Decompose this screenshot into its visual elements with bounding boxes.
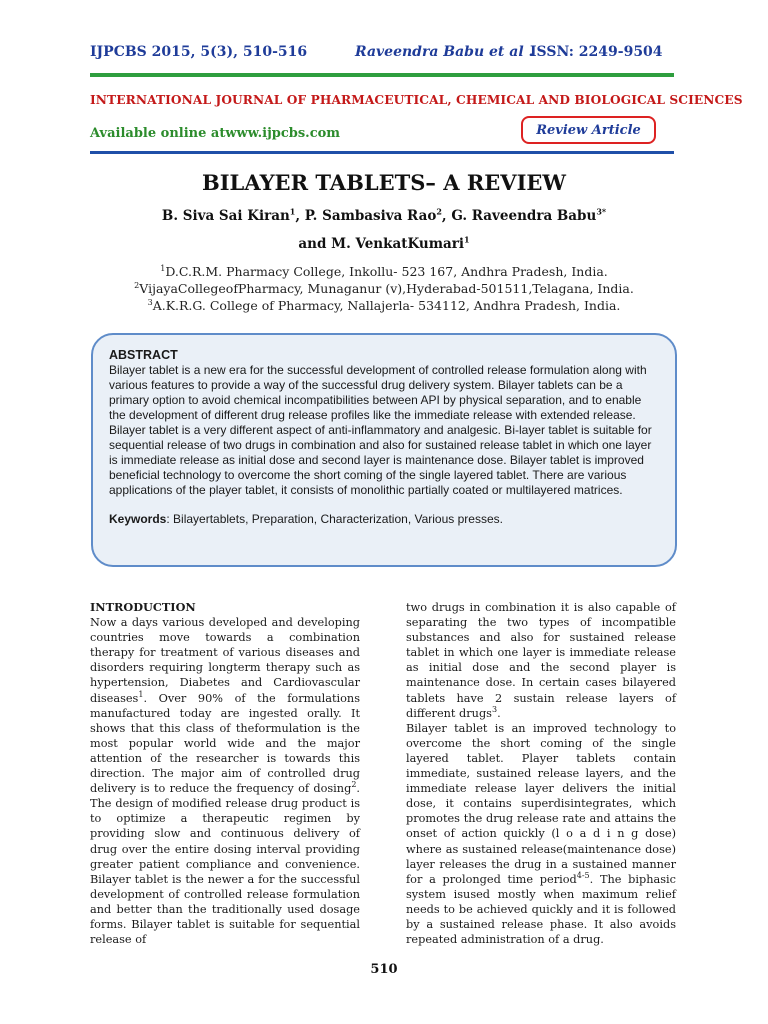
citation-ref: 1 bbox=[138, 689, 144, 699]
affiliation-text: D.C.R.M. Pharmacy College, Inkollu- 523 167, Andhra Pradesh, India. bbox=[165, 264, 608, 279]
body-column-left bbox=[90, 600, 360, 947]
journal-name: INTERNATIONAL JOURNAL OF PHARMACEUTICAL, CHEMICAL AND BIOLOGICAL SCIENCES bbox=[90, 93, 743, 107]
affiliation-text: VijayaCollegeofPharmacy, Munaganur (v),Hyderabad-501511,Telagana, India. bbox=[139, 281, 634, 296]
affiliation-superscript: 3 bbox=[147, 297, 153, 307]
section-heading-introduction: INTRODUCTION bbox=[90, 600, 196, 614]
paragraph-text: . Over 90% of the formulations manufactured today are ingested orally. It shows that this class of theformulation is the most popular world wide and the major attention of the researcher is towards this direction. The major aim of controlled drug delivery is to reduce the frequency of dosing bbox=[90, 691, 360, 796]
affiliation-1 bbox=[0, 263, 768, 280]
author-superscript: 3* bbox=[596, 206, 607, 217]
page-number: 510 bbox=[370, 962, 398, 977]
citation-ref: 3 bbox=[491, 704, 498, 714]
paper-title: BILAYER TABLETS– A REVIEW bbox=[201, 170, 566, 195]
author-line-1: B. Siva Sai Kiran$^1$, P. Sambasiva Rao$^2$, G. Raveendra Babu$^{3*}$ bbox=[161, 206, 607, 224]
citation-ref: 4-5 bbox=[576, 870, 590, 880]
abstract-box bbox=[91, 333, 677, 567]
header-issn: ISSN: 2249-9504 bbox=[530, 44, 663, 60]
article-type-label: Review Article bbox=[536, 122, 641, 138]
citation-ref: 2 bbox=[351, 780, 357, 790]
header-divider-blue bbox=[90, 151, 674, 154]
author-name: B. Siva Sai Kiran bbox=[161, 208, 290, 224]
affiliation-3 bbox=[0, 297, 768, 314]
abstract-text: Bilayer tablet is a new era for the successful development of controlled release formulation along with various features to provide a way of the successful drug delivery system. Bilayer tablets can be a primary option to avoid chemical incompatibilities between API by physical separation, and to enable the development of different drug release profiles like the immediate release with extended release. Bilayer tablet is a very different aspect of anti-inflammatory and analgesic. Bi-layer tablet is suitable for sequential release of two drugs in combination and also for sustained release tablet in which one layer is immediate release as initial dose and second layer is maintenance dose. Bilayer tablet is improved beneficial technology to overcome the short coming of the single layered tablet. There are various applications of the player tablet, it consists of monolithic partially coated or multilayered matrices. bbox=[109, 363, 652, 497]
paragraph-text: Bilayer tablet is an improved technology to overcome the short coming of the single layered tablet. Player tablets contain immediate, sustained release layers, and the immediate release layer delivers the initial dose, it contains superdisintegrates, which promotes the drug release rate and attains the onset of action quickly (l o a d i n g dose) where as sustained release(maintenance dose) layer releases the drug in a sustained manner for a prolonged time period bbox=[406, 721, 676, 886]
keywords-text: : Bilayertablets, Preparation, Characterization, Various presses. bbox=[166, 512, 503, 526]
author-name: P. Sambasiva Rao bbox=[304, 208, 437, 224]
paragraph-text: . The biphasic system isused mostly when maximum relief needs to be achieved quickly and it is followed by a sustained release phase. It also avoids repeated administration of a drug. bbox=[406, 872, 676, 947]
header-author: Raveendra Babu et al . bbox=[355, 44, 534, 60]
author-superscript: 1 bbox=[463, 234, 470, 245]
article-type-badge bbox=[521, 116, 656, 144]
keywords bbox=[109, 512, 659, 527]
author-name: G. Raveendra Babu bbox=[451, 208, 597, 224]
paragraph-text: two drugs in combination it is also capable of separating the two types of incompatible substances and also for sustained release tablet in which one layer is immediate release as initial dose and the second player is maintenance dose. In certain cases bilayered tablets have 2 sustain release layers of different drugs bbox=[406, 601, 676, 720]
author-superscript: 1 bbox=[289, 206, 296, 217]
author-line-2: and M. VenkatKumari$^1$ bbox=[298, 234, 470, 252]
paragraph bbox=[406, 600, 676, 721]
author-superscript: 2 bbox=[436, 206, 442, 217]
affiliation-superscript: 1 bbox=[160, 263, 166, 273]
keywords-label: Keywords bbox=[109, 512, 167, 526]
paragraph-text: . The design of modified release drug product is to optimize a therapeutic regimen by providing slow and continuous delivery of drug over the entire dosing interval providing greater patient compliance and convenience. Bilayer tablet is the newer a for the successful development of controlled release formulation and better than the traditionally used dosage forms. Bilayer tablet is suitable for sequential release of bbox=[90, 782, 360, 947]
paragraph bbox=[90, 615, 360, 947]
affiliation-text: A.K.R.G. College of Pharmacy, Nallajerla- 534112, Andhra Pradesh, India. bbox=[152, 298, 621, 313]
available-online-link[interactable]: Available online atwww.ijpcbs.com bbox=[90, 126, 341, 141]
header-citation: IJPCBS 2015, 5(3), 510-516 bbox=[90, 44, 308, 60]
header-divider-green bbox=[90, 73, 674, 77]
affiliation-superscript: 2 bbox=[134, 280, 140, 290]
author-name: M. VenkatKumari bbox=[331, 236, 464, 252]
affiliation-2 bbox=[0, 280, 768, 297]
paragraph-text: Now a days various developed and developing countries move towards a combination therapy for treatment of various diseases and disorders requiring longterm therapy such as hypertension, Diabetes and Cardiovascular diseases bbox=[90, 616, 360, 705]
abstract-heading: ABSTRACT bbox=[109, 348, 178, 362]
paragraph-text: . bbox=[497, 706, 501, 720]
paragraph bbox=[406, 721, 676, 947]
body-column-right bbox=[406, 600, 676, 947]
